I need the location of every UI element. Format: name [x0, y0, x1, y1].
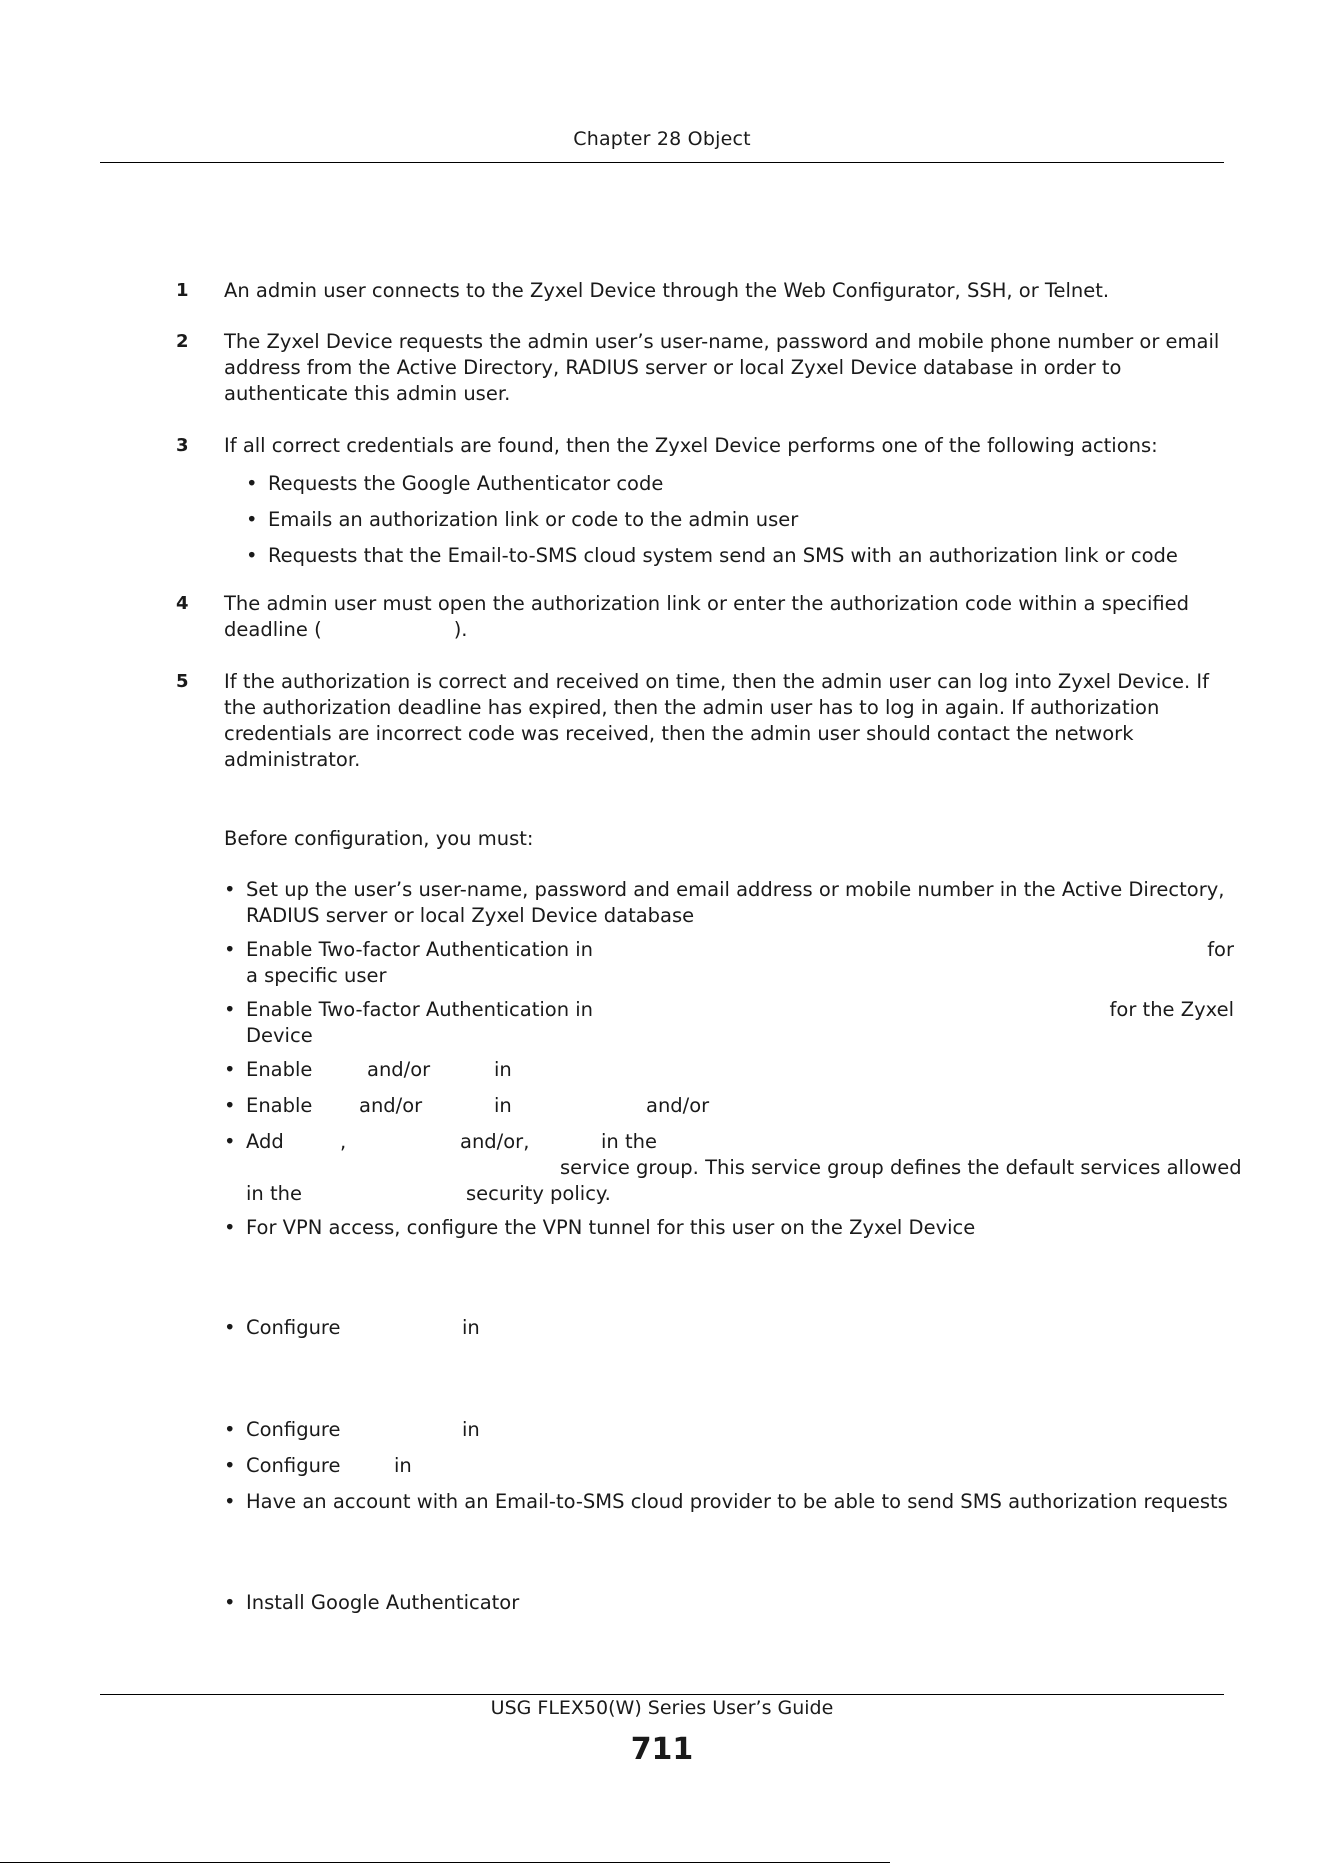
bullet-icon: •	[224, 1094, 236, 1117]
step-number: 3	[176, 435, 189, 456]
step-text-fragment: ).	[453, 618, 468, 641]
requirement-fragment: in	[462, 1316, 480, 1339]
bullet-icon: •	[224, 1058, 236, 1081]
requirement-fragment: Device	[246, 1024, 313, 1047]
requirement-fragment: for the Zyxel	[1109, 998, 1234, 1021]
step-number: 5	[176, 671, 189, 692]
list-item	[224, 1453, 1254, 1479]
requirement-fragment: and/or	[367, 1058, 431, 1081]
requirement-fragment: in	[462, 1418, 480, 1441]
step-text-fragment: deadline (	[224, 618, 322, 641]
requirement-fragment: in	[494, 1094, 512, 1117]
step-text: An admin user connects to the Zyxel Device through the Web Configurator, SSH, or Telnet.	[224, 279, 1110, 302]
requirement-fragment: and/or,	[460, 1130, 530, 1153]
step-text-line: The admin user must open the authorization link or enter the authorization code within a specified	[224, 592, 1190, 615]
header-divider	[100, 162, 1224, 163]
chapter-header: Chapter 28 Object	[573, 128, 751, 150]
list-item	[224, 1417, 1254, 1443]
bullet-icon: •	[224, 1316, 236, 1339]
requirement-fragment: Configure	[246, 1454, 341, 1477]
requirement-text: For VPN access, configure the VPN tunnel for this user on the Zyxel Device	[246, 1216, 976, 1239]
requirement-fragment: Enable Two-factor Authentication in	[246, 998, 594, 1021]
action-text: Requests that the Email-to-SMS cloud system send an SMS with an authorization link or code	[268, 544, 1178, 567]
requirement-fragment: in	[494, 1058, 512, 1081]
requirement-fragment: security policy.	[466, 1182, 611, 1205]
step-number: 4	[176, 593, 189, 614]
step-number: 2	[176, 331, 189, 352]
requirement-fragment: Enable	[246, 1094, 313, 1117]
guide-title: USG FLEX50(W) Series User’s Guide	[490, 1697, 834, 1719]
bullet-icon: •	[224, 998, 236, 1021]
requirement-fragment: Enable Two-factor Authentication in	[246, 938, 594, 961]
bullet-icon: •	[224, 1130, 236, 1153]
list-item	[224, 1093, 1254, 1119]
footer-divider	[100, 1694, 1224, 1695]
step-text	[224, 591, 1228, 643]
list-item	[224, 1129, 1254, 1205]
requirement-fragment: in	[394, 1454, 412, 1477]
list-item	[224, 1315, 1254, 1341]
action-text: Requests the Google Authenticator code	[268, 472, 664, 495]
action-text: Emails an authorization link or code to the admin user	[268, 508, 799, 531]
bullet-icon: •	[246, 508, 258, 531]
requirement-fragment: for	[1207, 938, 1234, 961]
bullet-icon: •	[224, 1216, 236, 1239]
before-configuration-intro: Before configuration, you must:	[224, 827, 534, 850]
step-text: If the authorization is correct and received on time, then the admin user can log into Zyxel Device. If the authorization deadline has expired, then the admin user has to log in again. If authorization credentials are incorrect code was received, then the admin user should contact the network administrator.	[224, 670, 1209, 771]
requirement-fragment: ,	[340, 1130, 347, 1153]
requirement-fragment: Configure	[246, 1418, 341, 1441]
requirement-fragment: Add	[246, 1130, 284, 1153]
step-number: 1	[176, 280, 189, 301]
bullet-icon: •	[246, 544, 258, 567]
requirement-text: Have an account with an Email-to-SMS cloud provider to be able to send SMS authorization requests	[246, 1490, 1228, 1513]
bottom-divider	[0, 1862, 890, 1863]
bullet-icon: •	[246, 472, 258, 495]
requirement-fragment: in the	[246, 1182, 302, 1205]
requirement-text	[246, 937, 1256, 989]
bullet-icon: •	[224, 1490, 236, 1513]
step-text: If all correct credentials are found, then the Zyxel Device performs one of the following actions:	[224, 434, 1158, 457]
requirement-fragment: in the	[601, 1130, 657, 1153]
bullet-icon: •	[224, 878, 236, 901]
step-text: The Zyxel Device requests the admin user’s user-name, password and mobile phone number or email address from the Active Directory, RADIUS server or local Zyxel Device database in order to authenticate this admin user.	[224, 330, 1220, 405]
requirement-text: Install Google Authenticator	[246, 1591, 520, 1614]
requirement-fragment: and/or	[359, 1094, 423, 1117]
requirement-text: Set up the user’s user-name, password and email address or mobile number in the Active Directory, RADIUS server or local Zyxel Device database	[246, 878, 1225, 927]
requirement-fragment: Configure	[246, 1316, 341, 1339]
bullet-icon: •	[224, 938, 236, 961]
requirement-text	[246, 997, 1256, 1049]
requirement-fragment: a specific user	[246, 964, 387, 987]
bullet-icon: •	[224, 1454, 236, 1477]
requirement-fragment: service group. This service group defines the default services allowed	[560, 1156, 1242, 1179]
page-number: 711	[630, 1732, 694, 1767]
list-item	[224, 1057, 1254, 1083]
requirement-fragment: and/or	[646, 1094, 710, 1117]
bullet-icon: •	[224, 1591, 236, 1614]
requirement-fragment: Enable	[246, 1058, 313, 1081]
bullet-icon: •	[224, 1418, 236, 1441]
